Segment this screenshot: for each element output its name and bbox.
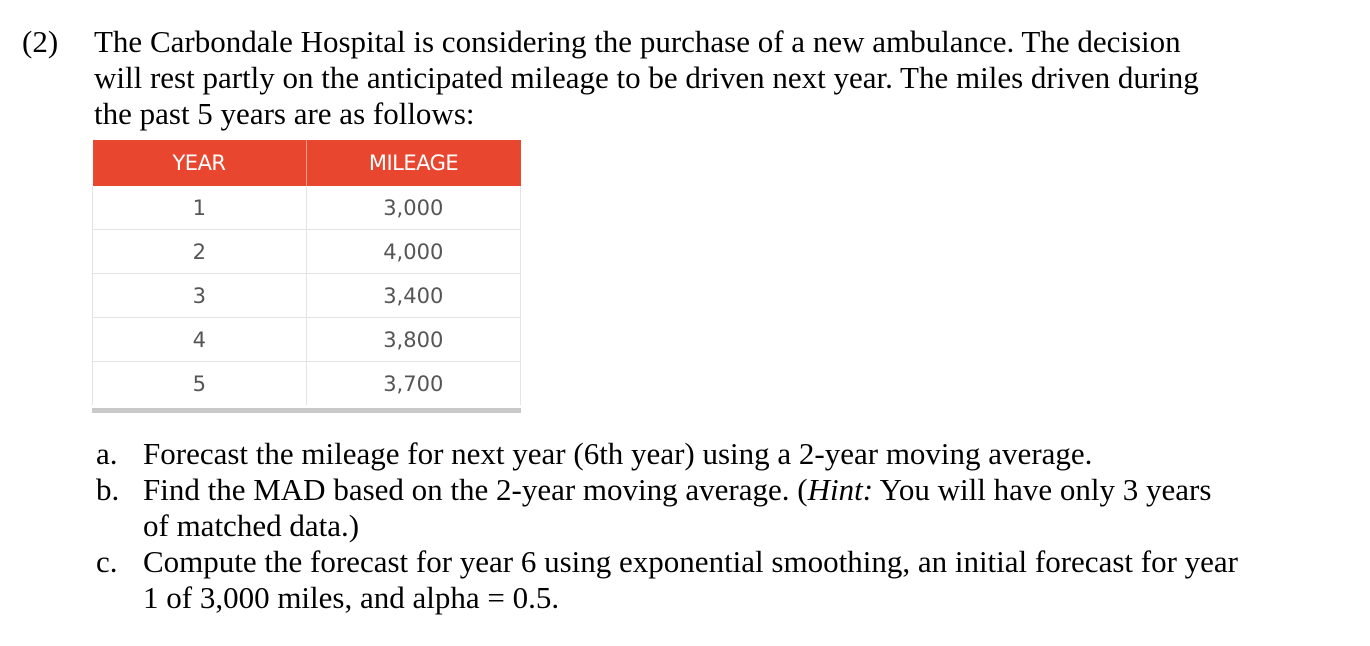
table-row xyxy=(93,230,521,274)
cell-mileage: 3,700 xyxy=(306,362,521,406)
table-row xyxy=(93,318,521,362)
cell-year: 5 xyxy=(93,362,307,406)
intro-line-3: the past 5 years are as follows: xyxy=(94,96,475,131)
table-row xyxy=(93,186,521,230)
header-year: YEAR xyxy=(93,140,307,186)
mileage-table xyxy=(92,140,521,405)
intro-line-2: will rest partly on the anticipated mileage to be driven next year. The miles driven during xyxy=(94,60,1199,95)
part-c-line-1: Compute the forecast for year 6 using exponential smoothing, an initial forecast for year xyxy=(143,544,1238,579)
cell-year: 4 xyxy=(93,318,307,362)
problem-number: (2) xyxy=(22,24,59,59)
question-parts xyxy=(94,436,1354,616)
part-a-line-1: Forecast the mileage for next year (6th year) using a 2-year moving average. xyxy=(143,436,1093,471)
cell-year: 2 xyxy=(93,230,307,274)
intro-line-1: The Carbondale Hospital is considering the purchase of a new ambulance. The decision xyxy=(94,24,1181,59)
mileage-table-container xyxy=(92,140,521,416)
cell-mileage: 3,000 xyxy=(306,186,521,230)
cell-year: 3 xyxy=(93,274,307,318)
part-c-line-2: 1 of 3,000 miles, and alpha = 0.5. xyxy=(143,580,560,615)
part-b-line-1 xyxy=(143,472,1354,508)
part-a-letter: a. xyxy=(96,436,118,471)
part-a xyxy=(94,436,1354,472)
part-b-letter: b. xyxy=(96,472,120,507)
part-b xyxy=(94,472,1354,544)
table-bottom-rule xyxy=(92,408,521,413)
cell-mileage: 3,400 xyxy=(306,274,521,318)
table-row xyxy=(93,362,521,406)
table-header-row xyxy=(93,140,521,186)
part-b-text-post: You will have only 3 years xyxy=(873,472,1212,507)
cell-year: 1 xyxy=(93,186,307,230)
part-b-text-pre: Find the MAD based on the 2-year moving average. ( xyxy=(143,472,808,507)
header-mileage: MILEAGE xyxy=(306,140,521,186)
part-c-letter: c. xyxy=(96,544,118,579)
part-b-line-2: of matched data.) xyxy=(143,508,360,543)
part-b-hint-label: Hint: xyxy=(807,472,874,507)
problem-intro xyxy=(94,24,1334,132)
cell-mileage: 4,000 xyxy=(306,230,521,274)
part-c xyxy=(94,544,1354,616)
table-row xyxy=(93,274,521,318)
cell-mileage: 3,800 xyxy=(306,318,521,362)
